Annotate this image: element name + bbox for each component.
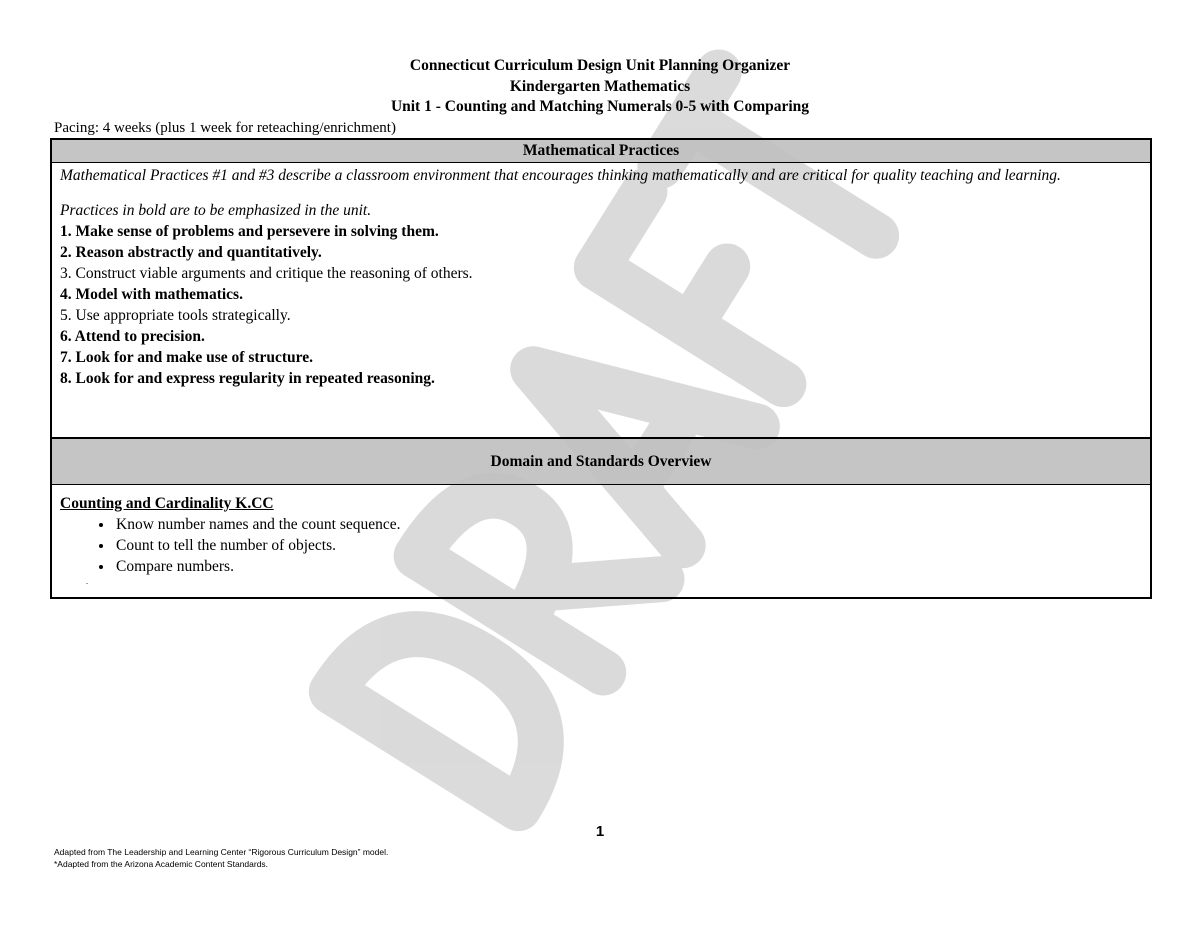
domain-bullet: • Count to tell the number of objects. [114,535,1142,556]
practice-item: 3. Construct viable arguments and critique the reasoning of others. [60,265,473,282]
emphasis-note: Practices in bold are to be emphasized in the unit. [60,202,372,219]
domain-overview-body [52,485,1150,597]
domain-title: Counting and Cardinality K.CC [60,495,274,512]
organizer-table [50,138,1152,599]
practice-item: 4. Model with mathematics. [60,286,243,303]
header-title: Connecticut Curriculum Design Unit Planning Organizer [409,57,791,74]
math-practices-intro: Mathematical Practices #1 and #3 describe a classroom environment that encourages thinking mathematically and are critical for quality teaching and learning. [60,167,1061,184]
domain-bullet: • Know number names and the count sequence. [114,514,1142,535]
footnotes [54,846,388,870]
practice-item: 7. Look for and make use of structure. [60,349,314,366]
math-practices-body [52,163,1150,437]
footnote: Adapted from The Leadership and Learning Center “Rigorous Curriculum Design” model. [54,847,389,857]
practice-item: 5. Use appropriate tools strategically. [60,307,291,324]
header-subject: Kindergarten Mathematics [509,77,691,95]
domain-bullets [60,514,1142,577]
math-practices-heading: Mathematical Practices [52,140,1150,163]
practice-item: 2. Reason abstractly and quantitatively. [60,244,322,261]
document-header [0,56,1200,118]
practice-item: 8. Look for and express regularity in repeated reasoning. [60,370,435,387]
pacing-text: Pacing: 4 weeks (plus 1 week for reteaching/enrichment) [54,120,396,136]
practice-list [60,221,1142,389]
header-unit: Unit 1 - Counting and Matching Numerals 0-5 with Comparing [390,98,810,115]
practice-item: 1. Make sense of problems and persevere in solving them. [60,223,439,240]
practice-item: 6. Attend to precision. [60,328,205,345]
footnote: *Adapted from the Arizona Academic Content Standards. [54,859,269,869]
stray-mark: . [86,577,88,586]
domain-overview-heading: Domain and Standards Overview [52,437,1150,485]
domain-bullet: • Compare numbers. [114,556,1142,577]
page-number: 1 [595,823,605,840]
